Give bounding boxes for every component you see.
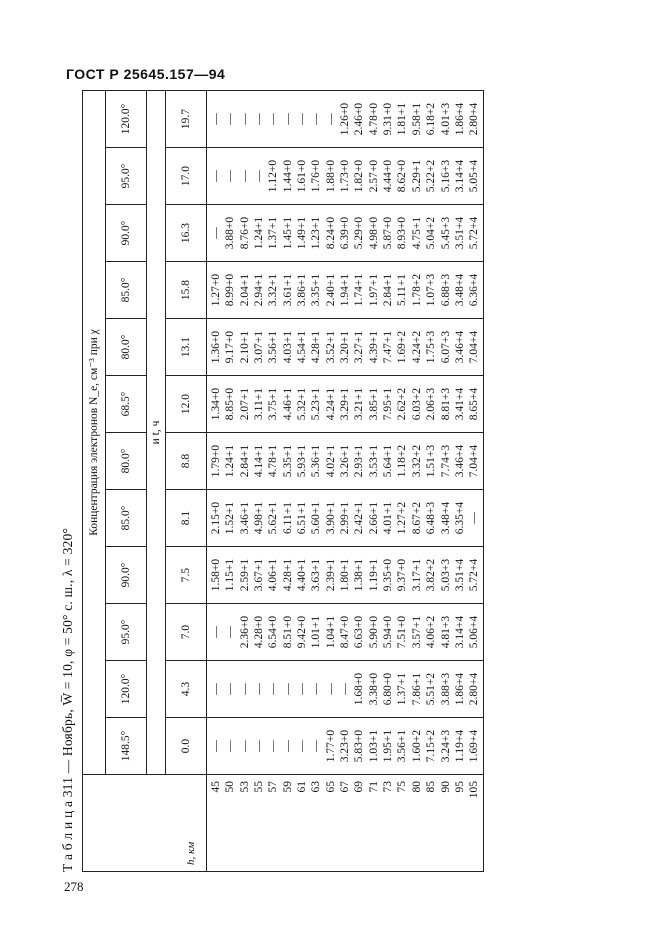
table-cell: 5.90+0 <box>367 615 380 649</box>
data-column <box>207 376 484 433</box>
table-cell: 3.48+4 <box>439 501 452 535</box>
table-cell: — <box>210 626 222 638</box>
table-cell: 1.27+2 <box>396 501 409 535</box>
table-cell: 6.88+3 <box>439 273 452 307</box>
table-cell: 4.02+1 <box>324 444 337 478</box>
table-cell: 1.81+1 <box>396 102 409 136</box>
table-cell: 8.47+0 <box>339 615 352 649</box>
table-cell: 5.16+3 <box>439 159 452 193</box>
table-cell: 2.36+0 <box>238 615 251 649</box>
data-column <box>207 718 484 775</box>
table-cell: 1.76+0 <box>310 159 323 193</box>
time-header: 16.3 <box>166 205 207 262</box>
page-number: 278 <box>64 879 84 894</box>
table-cell: 8.24+0 <box>324 216 337 250</box>
row-header-label: h, км <box>185 841 198 865</box>
table-cell: — <box>238 683 251 695</box>
table-cell: 1.37+1 <box>267 216 280 250</box>
table-cell: 1.38+1 <box>353 558 366 592</box>
table-cell: — <box>310 740 323 752</box>
angle-header: 120.0° <box>106 661 147 718</box>
height-value: 53 <box>238 781 251 793</box>
data-column <box>207 547 484 604</box>
table-cell: 2.66+1 <box>367 501 380 535</box>
table-cell: 4.46+1 <box>281 387 294 421</box>
table-cell: 5.35+1 <box>281 444 294 478</box>
table-cell: — <box>253 683 266 695</box>
table-cell: 2.04+1 <box>238 273 251 307</box>
table-cell: 9.35+0 <box>382 558 395 592</box>
table-cell: 6.36+4 <box>468 273 481 307</box>
table-cell: — <box>310 683 323 695</box>
table-cell: 5.94+0 <box>382 615 395 649</box>
table-cell: 3.46+1 <box>238 501 251 535</box>
table-cell: 6.80+0 <box>382 672 395 706</box>
table-cell: 7.04+4 <box>468 330 481 364</box>
table-cell: 5.29+0 <box>353 216 366 250</box>
table-cell: — <box>238 740 251 752</box>
table-cell: 1.78+2 <box>410 273 423 307</box>
table-cell: 1.69+2 <box>396 330 409 364</box>
table-cell: — <box>296 740 309 752</box>
table-cell: 4.06+1 <box>267 558 280 592</box>
table-cell: 3.86+1 <box>296 273 309 307</box>
table-cell: 7.04+4 <box>468 444 481 478</box>
table-cell: 1.69+4 <box>468 729 481 763</box>
table-cell: 1.60+2 <box>410 729 423 763</box>
time-header: 13.1 <box>166 319 207 376</box>
table-caption: Т а б л и ц а 311 — Ноябрь, W̅ = 10, φ = 50° с. ш., λ = 320° <box>60 527 75 872</box>
table-cell: 1.58+0 <box>210 558 222 592</box>
table-cell: 2.59+1 <box>238 558 251 592</box>
table-cell: 4.54+1 <box>296 330 309 364</box>
table-cell: 8.51+0 <box>281 615 294 649</box>
table-cell: 9.42+0 <box>296 615 309 649</box>
table-cell: 1.36+0 <box>210 330 222 364</box>
table-cell: 6.39+0 <box>339 216 352 250</box>
table-cell: 3.67+1 <box>253 558 266 592</box>
height-value: 63 <box>310 781 323 793</box>
table-body-row <box>207 91 484 872</box>
height-value: 50 <box>224 781 237 793</box>
table-cell: — <box>224 683 237 695</box>
table-cell: — <box>210 113 222 125</box>
table-cell: 7.15+2 <box>425 729 438 763</box>
table-cell: 2.39+1 <box>324 558 337 592</box>
table-cell: 1.15+1 <box>224 558 237 592</box>
height-value: 65 <box>324 781 337 793</box>
height-value: 57 <box>267 781 280 793</box>
height-value: 55 <box>253 781 266 793</box>
angle-header: 85.0° <box>106 490 147 547</box>
table-cell: — <box>224 113 237 125</box>
height-value: 61 <box>296 781 309 793</box>
time-header-cell: и t, ч <box>147 91 166 775</box>
height-value: 80 <box>410 781 423 793</box>
table-cell: 5.51+2 <box>425 672 438 706</box>
table-cell: 6.07+3 <box>439 330 452 364</box>
table-cell: 1.68+0 <box>353 672 366 706</box>
table-cell: 3.11+1 <box>253 388 266 420</box>
data-column <box>207 433 484 490</box>
table-cell: 3.63+1 <box>310 558 323 592</box>
table-cell: — <box>281 113 294 125</box>
table-cell: 9.37+0 <box>396 558 409 592</box>
data-column <box>207 661 484 718</box>
table-cell: 3.26+1 <box>339 444 352 478</box>
table-cell: 1.03+1 <box>367 729 380 763</box>
table-cell: 1.79+0 <box>210 444 222 478</box>
table-cell: 2.84+1 <box>382 273 395 307</box>
table-cell: 8.85+0 <box>224 387 237 421</box>
table-cell: 2.15+0 <box>210 501 222 535</box>
table-cell: 2.62+2 <box>396 387 409 421</box>
data-column <box>207 490 484 547</box>
table-cell: 1.26+0 <box>339 102 352 136</box>
table-cell: 1.86+4 <box>453 102 466 136</box>
header-row-angles <box>106 91 147 872</box>
table-cell: 7.86+1 <box>410 672 423 706</box>
table-cell: 3.61+1 <box>281 273 294 307</box>
table-cell: 1.88+0 <box>324 159 337 193</box>
table-cell: 1.24+1 <box>224 444 237 478</box>
table-cell: 1.61+0 <box>296 159 309 193</box>
table-cell: 1.01+1 <box>310 615 323 649</box>
table-cell: 4.39+1 <box>367 330 380 364</box>
table-cell: 3.41+4 <box>453 387 466 421</box>
data-column <box>207 91 484 148</box>
table-cell: 2.99+1 <box>339 501 352 535</box>
table-cell: 3.14+4 <box>453 615 466 649</box>
table-cell: 3.46+4 <box>453 330 466 364</box>
table-cell: 2.93+1 <box>353 444 366 478</box>
table-cell: 3.88+3 <box>439 672 452 706</box>
table-cell: 1.34+0 <box>210 387 222 421</box>
table-cell: — <box>267 740 280 752</box>
table-cell: 6.54+0 <box>267 615 280 649</box>
table-cell: 3.32+2 <box>410 444 423 478</box>
time-header: 7.0 <box>166 604 207 661</box>
table-cell: 1.19+1 <box>367 558 380 592</box>
angle-header: 68.5° <box>106 376 147 433</box>
table-cell: — <box>253 113 266 125</box>
height-value: 67 <box>339 781 352 793</box>
table-cell: 6.48+3 <box>425 501 438 535</box>
table-cell: 2.42+1 <box>353 501 366 535</box>
table-cell: 9.17+0 <box>224 330 237 364</box>
table-cell: 8.76+0 <box>238 216 251 250</box>
table-cell: 1.95+1 <box>382 729 395 763</box>
table-cell: 3.14+4 <box>453 159 466 193</box>
row-header-cell <box>83 775 207 872</box>
height-value: 75 <box>396 781 409 793</box>
table-cell: 2.06+3 <box>425 387 438 421</box>
table-cell: 2.07+1 <box>238 387 251 421</box>
table-cell: 5.22+2 <box>425 159 438 193</box>
table-cell: 3.23+0 <box>339 729 352 763</box>
table-cell: 4.01+1 <box>382 501 395 535</box>
table-cell: 1.12+0 <box>267 159 280 193</box>
height-value: 73 <box>382 781 395 793</box>
angle-header: 85.0° <box>106 262 147 319</box>
table-cell: 1.04+1 <box>324 615 337 649</box>
table-cell: — <box>324 683 337 695</box>
header-row-times <box>166 91 207 872</box>
table-cell: 4.06+2 <box>425 615 438 649</box>
table-cell: 1.52+1 <box>224 501 237 535</box>
table-cell: 5.11+1 <box>396 274 409 306</box>
table-cell: 5.64+1 <box>382 444 395 478</box>
table-cell: 7.95+1 <box>382 387 395 421</box>
table-cell: 1.37+1 <box>396 672 409 706</box>
table-cell: 3.53+1 <box>367 444 380 478</box>
table-cell: 1.19+4 <box>453 729 466 763</box>
time-header: 15.8 <box>166 262 207 319</box>
table-cell: 3.75+1 <box>267 387 280 421</box>
table-cell: — <box>339 683 352 695</box>
table-cell: 1.80+1 <box>339 558 352 592</box>
table-cell: 1.94+1 <box>339 273 352 307</box>
table-cell: — <box>296 683 309 695</box>
table-cell: 1.27+0 <box>210 273 222 307</box>
table-cell: 3.07+1 <box>253 330 266 364</box>
table-cell: 4.75+1 <box>410 216 423 250</box>
table-cell: 1.77+0 <box>324 729 337 763</box>
table-cell: — <box>281 683 294 695</box>
table-cell: 3.51+4 <box>453 558 466 592</box>
height-value: 59 <box>281 781 294 793</box>
table-cell: — <box>468 512 481 524</box>
angle-header: 95.0° <box>106 148 147 205</box>
table-cell: 3.90+1 <box>324 501 337 535</box>
table-cell: 4.40+1 <box>296 558 309 592</box>
table-cell: 1.86+4 <box>453 672 466 706</box>
table-cell: 1.44+0 <box>281 159 294 193</box>
height-value: 90 <box>439 781 452 793</box>
table-cell: 8.67+2 <box>410 501 423 535</box>
table-cell: 4.28+1 <box>310 330 323 364</box>
data-column <box>207 262 484 319</box>
table-cell: 5.87+0 <box>382 216 395 250</box>
table-cell: 3.56+1 <box>267 330 280 364</box>
table-cell: — <box>310 113 323 125</box>
table-cell: 3.57+1 <box>410 615 423 649</box>
table-cell: 3.17+1 <box>410 558 423 592</box>
table-cell: 2.80+4 <box>468 102 481 136</box>
table-cell: 3.38+0 <box>367 672 380 706</box>
table-cell: 5.29+1 <box>410 159 423 193</box>
table-cell: 3.20+1 <box>339 330 352 364</box>
data-column <box>207 148 484 205</box>
rotated-table-block <box>60 2 510 872</box>
table-cell: 4.14+1 <box>253 444 266 478</box>
table-cell: 4.81+3 <box>439 615 452 649</box>
table-cell: 3.56+1 <box>396 729 409 763</box>
table-cell: 3.46+4 <box>453 444 466 478</box>
table-cell: 5.60+1 <box>310 501 323 535</box>
time-header: 17.0 <box>166 148 207 205</box>
table-cell: 3.82+2 <box>425 558 438 592</box>
angle-header: 120.0° <box>106 91 147 148</box>
table-cell: 6.18+2 <box>425 102 438 136</box>
height-value: 71 <box>367 781 380 793</box>
table-cell: 2.94+1 <box>253 273 266 307</box>
table-cell: 1.82+0 <box>353 159 366 193</box>
table-cell: 4.24+2 <box>410 330 423 364</box>
table-cell: — <box>210 683 222 695</box>
table-cell: 6.51+1 <box>296 501 309 535</box>
table-cell: 1.18+2 <box>396 444 409 478</box>
table-cell: 6.63+0 <box>353 615 366 649</box>
table-cell: 2.84+1 <box>238 444 251 478</box>
table-cell: — <box>253 740 266 752</box>
height-value: 105 <box>468 781 481 799</box>
table-cell: 2.57+0 <box>367 159 380 193</box>
table-cell: — <box>210 740 222 752</box>
table-cell: 5.83+0 <box>353 729 366 763</box>
table-cell: — <box>253 170 266 182</box>
table-cell: 6.35+4 <box>453 501 466 535</box>
table-cell: 5.32+1 <box>296 387 309 421</box>
data-column <box>207 604 484 661</box>
table-cell: 9.58+1 <box>410 102 423 136</box>
table-cell: 4.98+0 <box>367 216 380 250</box>
table-cell: — <box>281 740 294 752</box>
table-cell: 5.04+2 <box>425 216 438 250</box>
table-cell: 6.03+2 <box>410 387 423 421</box>
table-cell: 3.85+1 <box>367 387 380 421</box>
table-cell: — <box>296 113 309 125</box>
table-cell: — <box>224 170 237 182</box>
table-cell: 1.23+1 <box>310 216 323 250</box>
table-cell: — <box>224 740 237 752</box>
angle-header: 90.0° <box>106 205 147 262</box>
table-cell: 3.35+1 <box>310 273 323 307</box>
angle-header: 90.0° <box>106 547 147 604</box>
table-cell: 2.80+4 <box>468 672 481 706</box>
table-cell: 5.36+1 <box>310 444 323 478</box>
height-column <box>207 775 484 872</box>
height-value: 69 <box>353 781 366 793</box>
data-column <box>207 205 484 262</box>
table-cell: 4.24+1 <box>324 387 337 421</box>
angle-header: 80.0° <box>106 319 147 376</box>
table-cell: 4.44+0 <box>382 159 395 193</box>
table-cell: 3.52+1 <box>324 330 337 364</box>
table-cell: 8.93+0 <box>396 216 409 250</box>
table-cell: 7.51+0 <box>396 615 409 649</box>
table-cell: 1.97+1 <box>367 273 380 307</box>
table-cell: — <box>267 113 280 125</box>
table-cell: — <box>238 170 251 182</box>
table-cell: 5.03+3 <box>439 558 452 592</box>
table-cell: 3.24+3 <box>439 729 452 763</box>
table-cell: 4.78+0 <box>367 102 380 136</box>
table-cell: 4.28+0 <box>253 615 266 649</box>
table-cell: 2.10+1 <box>238 330 251 364</box>
angle-header: 80.0° <box>106 433 147 490</box>
table-cell: 4.98+1 <box>253 501 266 535</box>
table-cell: 5.05+4 <box>468 159 481 193</box>
table-cell: 1.07+3 <box>425 273 438 307</box>
table-cell: 1.24+1 <box>253 216 266 250</box>
table-cell: 5.72+4 <box>468 558 481 592</box>
height-value: 85 <box>425 781 438 793</box>
table-cell: 4.03+1 <box>281 330 294 364</box>
table-cell: — <box>324 113 337 125</box>
table-cell: 3.88+0 <box>224 216 237 250</box>
main-header-cell: Концентрация электронов N_e, см⁻³ при χ <box>83 91 106 775</box>
table-cell: 3.51+4 <box>453 216 466 250</box>
table-cell: 8.65+4 <box>468 387 481 421</box>
table-cell: 4.78+1 <box>267 444 280 478</box>
header-row-main <box>83 91 106 872</box>
time-header: 12.0 <box>166 376 207 433</box>
document-header: ГОСТ Р 25645.157—94 <box>66 66 226 82</box>
table-cell: 4.01+3 <box>439 102 452 136</box>
angle-header: 148.5° <box>106 718 147 775</box>
table-cell: — <box>210 227 222 239</box>
height-value: 45 <box>210 781 222 793</box>
table-cell: 1.49+1 <box>296 216 309 250</box>
angle-header: 95.0° <box>106 604 147 661</box>
table-cell: 9.31+0 <box>382 102 395 136</box>
table-cell: 8.81+3 <box>439 387 452 421</box>
header-row-time-label <box>147 91 166 872</box>
table-cell: 7.47+1 <box>382 330 395 364</box>
data-column <box>207 319 484 376</box>
table-cell: 5.62+1 <box>267 501 280 535</box>
time-header: 0.0 <box>166 718 207 775</box>
electron-concentration-table <box>82 90 484 872</box>
table-cell: 1.73+0 <box>339 159 352 193</box>
table-cell: 3.32+1 <box>267 273 280 307</box>
table-cell: 1.74+1 <box>353 273 366 307</box>
table-cell: 6.11+1 <box>281 502 294 534</box>
time-header: 8.8 <box>166 433 207 490</box>
table-cell: 2.46+0 <box>353 102 366 136</box>
table-cell: 1.51+3 <box>425 444 438 478</box>
table-cell: 3.48+4 <box>453 273 466 307</box>
table-cell: 8.62+0 <box>396 159 409 193</box>
table-cell: — <box>267 683 280 695</box>
table-cell: 8.99+0 <box>224 273 237 307</box>
table-cell: 5.06+4 <box>468 615 481 649</box>
height-value: 95 <box>453 781 466 793</box>
table-cell: 5.23+1 <box>310 387 323 421</box>
table-cell: 1.45+1 <box>281 216 294 250</box>
table-cell: 5.45+3 <box>439 216 452 250</box>
time-header: 19.7 <box>166 91 207 148</box>
table-cell: 7.74+3 <box>439 444 452 478</box>
time-header: 8.1 <box>166 490 207 547</box>
table-cell: 3.21+1 <box>353 387 366 421</box>
table-cell: — <box>238 113 251 125</box>
table-cell: 4.28+1 <box>281 558 294 592</box>
table-cell: — <box>224 626 237 638</box>
table-cell: 2.40+1 <box>324 273 337 307</box>
time-header: 4.3 <box>166 661 207 718</box>
table-cell: 5.72+4 <box>468 216 481 250</box>
table-cell: 3.27+1 <box>353 330 366 364</box>
table-cell: 3.29+1 <box>339 387 352 421</box>
table-cell: 1.75+3 <box>425 330 438 364</box>
table-cell: 5.93+1 <box>296 444 309 478</box>
time-header: 7.5 <box>166 547 207 604</box>
table-cell: — <box>210 170 222 182</box>
